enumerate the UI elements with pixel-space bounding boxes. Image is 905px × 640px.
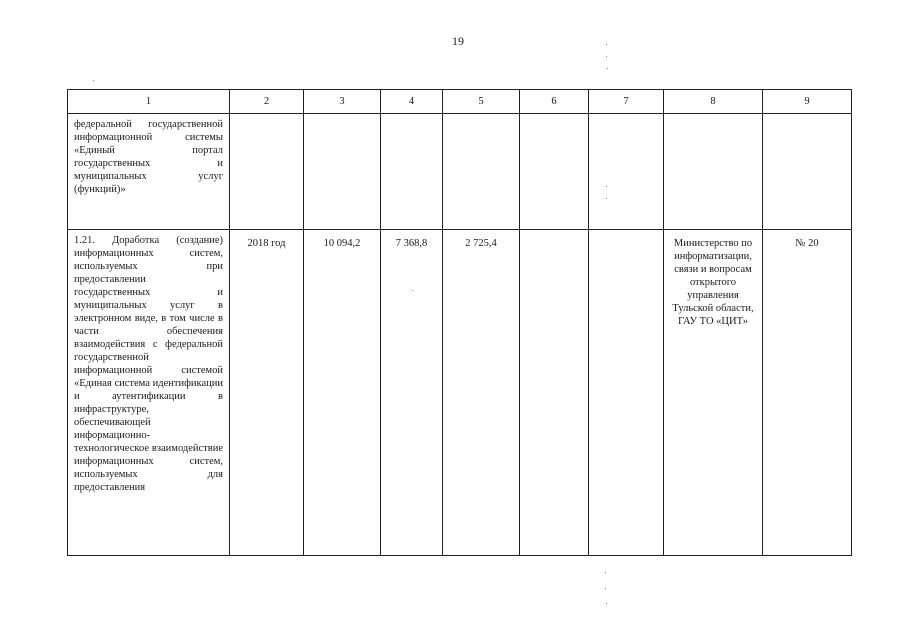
scan-speck bbox=[606, 186, 607, 187]
header-cell: 2 bbox=[230, 90, 304, 114]
total-funding-cell: 10 094,2 bbox=[304, 230, 381, 556]
reference-cell bbox=[763, 114, 852, 230]
funding-cell-col4: 7 368,8 bbox=[381, 230, 443, 556]
funding-cell-col5: 2 725,4 bbox=[443, 230, 520, 556]
table-row bbox=[68, 114, 852, 230]
total-funding-cell bbox=[304, 114, 381, 230]
reference-cell: № 20 bbox=[763, 230, 852, 556]
table-row bbox=[68, 230, 852, 556]
funding-cell-col5 bbox=[443, 114, 520, 230]
executor-cell bbox=[664, 114, 763, 230]
period-cell: 2018 год bbox=[230, 230, 304, 556]
header-cell: 8 bbox=[664, 90, 763, 114]
funding-cell-col6 bbox=[520, 114, 589, 230]
header-cell: 3 bbox=[304, 90, 381, 114]
executor-cell: Министерство по информатизации, связи и вопросам открытого управления Тульской области, ГАУ ТО «ЦИТ» bbox=[664, 230, 763, 556]
header-cell: 1 bbox=[68, 90, 230, 114]
measure-description-cell: 1.21. Доработка (создание) информационных систем, используемых при предоставлении государственных и муниципальных услуг в электронном виде, в том числе в части обеспечения взаимодействия с федеральной государственной информационной системой «Единая система идентификации и аутентификации в инфраструктуре, обеспечивающей информационно-технологическое взаимодействие информационных систем, используемых для предоставления bbox=[68, 230, 230, 556]
scan-speck bbox=[606, 603, 607, 604]
period-cell bbox=[230, 114, 304, 230]
measure-description-cell: федеральной государственной информационной системы «Единый портал государственных и муниципальных услуг (функций)» bbox=[68, 114, 230, 230]
table-header-row bbox=[68, 90, 852, 114]
scan-speck bbox=[606, 56, 607, 57]
scan-speck bbox=[412, 290, 413, 291]
header-cell: 5 bbox=[443, 90, 520, 114]
header-cell: 9 bbox=[763, 90, 852, 114]
scan-speck bbox=[605, 572, 606, 573]
header-cell: 4 bbox=[381, 90, 443, 114]
funding-cell-col4 bbox=[381, 114, 443, 230]
measures-table bbox=[67, 89, 852, 556]
scan-speck bbox=[606, 198, 607, 199]
scan-speck bbox=[605, 588, 606, 589]
header-cell: 6 bbox=[520, 90, 589, 114]
header-cell: 7 bbox=[589, 90, 664, 114]
funding-cell-col7 bbox=[589, 114, 664, 230]
scan-speck bbox=[607, 68, 608, 69]
scan-speck bbox=[93, 80, 94, 81]
funding-cell-col7 bbox=[589, 230, 664, 556]
scan-speck bbox=[606, 44, 607, 45]
funding-cell-col6 bbox=[520, 230, 589, 556]
page-number: 19 bbox=[452, 34, 464, 48]
